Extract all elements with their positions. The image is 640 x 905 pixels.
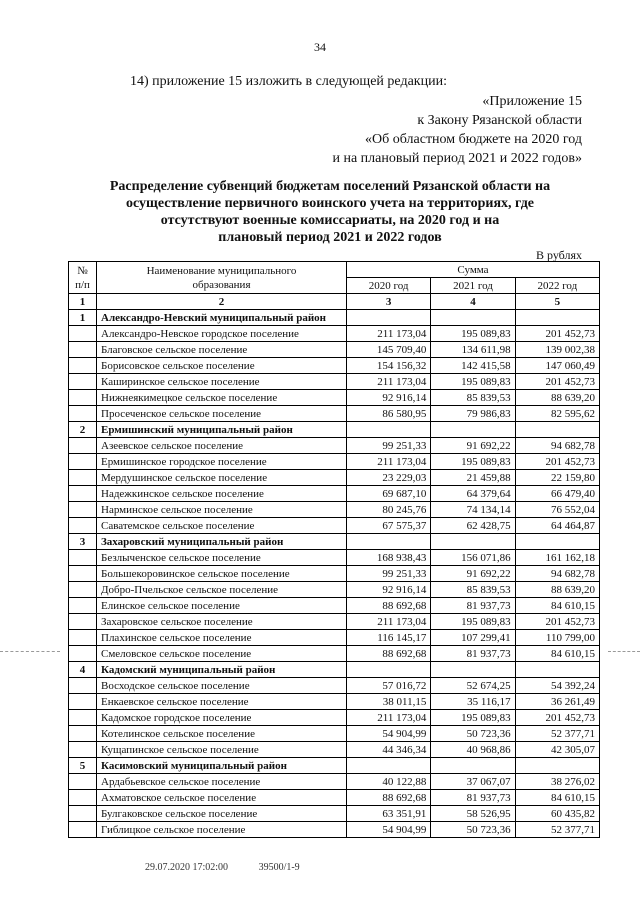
empty-cell	[69, 582, 97, 598]
district-name: Кадомский муниципальный район	[97, 662, 347, 678]
amount-2021: 50 723,36	[431, 726, 515, 742]
table-row	[69, 598, 600, 614]
table-row	[69, 678, 600, 694]
amount-2022: 60 435,82	[515, 806, 599, 822]
empty-cell	[69, 502, 97, 518]
heading-line: Распределение субвенций бюджетам поселений Рязанской области на	[109, 179, 551, 194]
table-row	[69, 646, 600, 662]
settlement-name: Плахинское сельское поселение	[97, 630, 347, 646]
amount-2020: 211 173,04	[347, 326, 431, 342]
settlement-name: Благовское сельское поселение	[97, 342, 347, 358]
page-number: 34	[314, 40, 326, 54]
amount-2020: 40 122,88	[347, 774, 431, 790]
appendix-block	[332, 92, 582, 168]
empty-cell	[69, 406, 97, 422]
settlement-name: Надежкинское сельское поселение	[97, 486, 347, 502]
appendix-line: к Закону Рязанской области	[417, 113, 582, 128]
header-year: 2021 год	[431, 278, 515, 294]
table-row	[69, 342, 600, 358]
settlement-name: Ермишинское городское поселение	[97, 454, 347, 470]
empty-cell	[69, 790, 97, 806]
amount-2022: 82 595,62	[515, 406, 599, 422]
empty-cell	[431, 422, 515, 438]
table-row	[69, 358, 600, 374]
table-row	[69, 614, 600, 630]
empty-cell	[515, 758, 599, 774]
district-row	[69, 758, 600, 774]
header-no	[69, 262, 97, 294]
amount-2020: 92 916,14	[347, 582, 431, 598]
amount-2022: 84 610,15	[515, 790, 599, 806]
column-number-cell: 2	[97, 294, 347, 310]
empty-cell	[69, 806, 97, 822]
table-row	[69, 438, 600, 454]
amount-2022: 88 639,20	[515, 390, 599, 406]
district-row	[69, 662, 600, 678]
amount-2021: 58 526,95	[431, 806, 515, 822]
amount-2021: 85 839,53	[431, 390, 515, 406]
empty-cell	[69, 390, 97, 406]
amount-2020: 154 156,32	[347, 358, 431, 374]
empty-cell	[69, 566, 97, 582]
settlement-name: Нарминское сельское поселение	[97, 502, 347, 518]
amount-2021: 35 116,17	[431, 694, 515, 710]
empty-cell	[69, 598, 97, 614]
empty-cell	[515, 534, 599, 550]
amount-2022: 22 159,80	[515, 470, 599, 486]
settlement-name: Кадомское городское поселение	[97, 710, 347, 726]
district-number: 1	[69, 310, 97, 326]
footer-doc-id: 39500/1-9	[258, 862, 300, 873]
amount-2020: 67 575,37	[347, 518, 431, 534]
district-row	[69, 534, 600, 550]
amount-2020: 80 245,76	[347, 502, 431, 518]
amount-2022: 147 060,49	[515, 358, 599, 374]
table-row	[69, 454, 600, 470]
heading-line: отсутствуют военные комиссариаты, на 2020 год и на	[160, 213, 500, 228]
amount-2021: 62 428,75	[431, 518, 515, 534]
settlement-name: Ахматовское сельское поселение	[97, 790, 347, 806]
amount-2020: 116 145,17	[347, 630, 431, 646]
settlement-name: Захаровское сельское поселение	[97, 614, 347, 630]
settlement-name: Мердушинское сельское поселение	[97, 470, 347, 486]
amount-2022: 64 464,87	[515, 518, 599, 534]
district-number: 3	[69, 534, 97, 550]
amount-2020: 44 346,34	[347, 742, 431, 758]
amount-2022: 42 305,07	[515, 742, 599, 758]
amount-2021: 52 674,25	[431, 678, 515, 694]
settlement-name: Добро-Пчельское сельское поселение	[97, 582, 347, 598]
settlement-name: Булгаковское сельское поселение	[97, 806, 347, 822]
amount-2022: 139 002,38	[515, 342, 599, 358]
amount-2021: 37 067,07	[431, 774, 515, 790]
amount-2022: 94 682,78	[515, 438, 599, 454]
amount-2021: 91 692,22	[431, 438, 515, 454]
empty-cell	[69, 358, 97, 374]
amount-2020: 211 173,04	[347, 710, 431, 726]
intro-text: 14) приложение 15 изложить в следующей редакции:	[130, 74, 447, 89]
table-row	[69, 742, 600, 758]
amount-2022: 36 261,49	[515, 694, 599, 710]
settlement-name: Елинское сельское поселение	[97, 598, 347, 614]
settlement-name: Азеевское сельское поселение	[97, 438, 347, 454]
amount-2021: 81 937,73	[431, 790, 515, 806]
amount-2022: 201 452,73	[515, 326, 599, 342]
column-number-row	[69, 294, 600, 310]
empty-cell	[347, 534, 431, 550]
amount-2021: 74 134,14	[431, 502, 515, 518]
settlement-name: Восходское сельское поселение	[97, 678, 347, 694]
amount-2022: 201 452,73	[515, 710, 599, 726]
appendix-line: «Об областном бюджете на 2020 год	[365, 132, 582, 147]
empty-cell	[515, 310, 599, 326]
subsidy-table	[68, 261, 600, 838]
header-year: 2020 год	[347, 278, 431, 294]
header-year: 2022 год	[515, 278, 599, 294]
amount-2021: 156 071,86	[431, 550, 515, 566]
amount-2021: 50 723,36	[431, 822, 515, 838]
empty-cell	[431, 662, 515, 678]
district-number: 2	[69, 422, 97, 438]
empty-cell	[69, 630, 97, 646]
amount-2020: 63 351,91	[347, 806, 431, 822]
table-row	[69, 470, 600, 486]
settlement-name: Нижнеякимецкое сельское поселение	[97, 390, 347, 406]
column-number-cell: 1	[69, 294, 97, 310]
column-number-cell: 5	[515, 294, 599, 310]
settlement-name: Борисовское сельское поселение	[97, 358, 347, 374]
settlement-name: Котелинское сельское поселение	[97, 726, 347, 742]
amount-2022: 201 452,73	[515, 374, 599, 390]
amount-2021: 64 379,64	[431, 486, 515, 502]
amount-2021: 79 986,83	[431, 406, 515, 422]
amount-2021: 107 299,41	[431, 630, 515, 646]
district-row	[69, 310, 600, 326]
empty-cell	[69, 646, 97, 662]
empty-cell	[69, 774, 97, 790]
empty-cell	[431, 534, 515, 550]
appendix-line: и на плановый период 2021 и 2022 годов»	[332, 151, 582, 166]
amount-2021: 81 937,73	[431, 646, 515, 662]
settlement-name: Александро-Невское городское поселение	[97, 326, 347, 342]
amount-2022: 84 610,15	[515, 646, 599, 662]
amount-2022: 76 552,04	[515, 502, 599, 518]
amount-2020: 99 251,33	[347, 438, 431, 454]
amount-2022: 94 682,78	[515, 566, 599, 582]
amount-2021: 195 089,83	[431, 374, 515, 390]
table-body	[69, 294, 600, 838]
scan-artifact-line	[608, 651, 640, 652]
table-row	[69, 486, 600, 502]
empty-cell	[69, 454, 97, 470]
document-heading	[90, 178, 570, 246]
table-row	[69, 326, 600, 342]
amount-2021: 195 089,83	[431, 454, 515, 470]
empty-cell	[69, 486, 97, 502]
amount-2021: 21 459,88	[431, 470, 515, 486]
settlement-name: Енкаевское сельское поселение	[97, 694, 347, 710]
amount-2020: 211 173,04	[347, 614, 431, 630]
settlement-name: Большекоровинское сельское поселение	[97, 566, 347, 582]
empty-cell	[347, 758, 431, 774]
amount-2021: 85 839,53	[431, 582, 515, 598]
empty-cell	[69, 694, 97, 710]
district-name: Александро-Невский муниципальный район	[97, 310, 347, 326]
empty-cell	[69, 822, 97, 838]
amount-2020: 211 173,04	[347, 374, 431, 390]
header-name	[97, 262, 347, 294]
empty-cell	[69, 550, 97, 566]
empty-cell	[69, 438, 97, 454]
amount-2020: 168 938,43	[347, 550, 431, 566]
table-row	[69, 806, 600, 822]
amount-2020: 88 692,68	[347, 598, 431, 614]
amount-2021: 195 089,83	[431, 326, 515, 342]
settlement-name: Гиблицкое сельское поселение	[97, 822, 347, 838]
header-no-line: п/п	[75, 278, 90, 291]
column-number-cell: 3	[347, 294, 431, 310]
empty-cell	[69, 342, 97, 358]
table-row	[69, 630, 600, 646]
table-row	[69, 550, 600, 566]
table-row	[69, 406, 600, 422]
footer	[145, 862, 328, 873]
district-name: Захаровский муниципальный район	[97, 534, 347, 550]
amount-2020: 69 687,10	[347, 486, 431, 502]
table-row	[69, 374, 600, 390]
settlement-name: Кущапинское сельское поселение	[97, 742, 347, 758]
amount-2020: 145 709,40	[347, 342, 431, 358]
district-row	[69, 422, 600, 438]
district-number: 4	[69, 662, 97, 678]
amount-2022: 201 452,73	[515, 454, 599, 470]
amount-2020: 211 173,04	[347, 454, 431, 470]
settlement-name: Безлыченское сельское поселение	[97, 550, 347, 566]
settlement-name: Каширинское сельское поселение	[97, 374, 347, 390]
amount-2020: 99 251,33	[347, 566, 431, 582]
table-row	[69, 518, 600, 534]
settlement-name: Просеченское сельское поселение	[97, 406, 347, 422]
empty-cell	[69, 374, 97, 390]
amount-2020: 23 229,03	[347, 470, 431, 486]
table-row	[69, 582, 600, 598]
empty-cell	[69, 614, 97, 630]
amount-2022: 38 276,02	[515, 774, 599, 790]
amount-2022: 201 452,73	[515, 614, 599, 630]
empty-cell	[69, 326, 97, 342]
amount-2021: 134 611,98	[431, 342, 515, 358]
amount-2021: 142 415,58	[431, 358, 515, 374]
empty-cell	[347, 662, 431, 678]
empty-cell	[431, 758, 515, 774]
empty-cell	[69, 470, 97, 486]
header-name-line: образования	[192, 278, 251, 291]
heading-line: плановый период 2021 и 2022 годов	[218, 230, 442, 245]
column-number-cell: 4	[431, 294, 515, 310]
district-name: Ермишинский муниципальный район	[97, 422, 347, 438]
footer-timestamp: 29.07.2020 17:02:00	[145, 862, 229, 873]
table-row	[69, 710, 600, 726]
table-row	[69, 390, 600, 406]
amount-2021: 195 089,83	[431, 614, 515, 630]
amount-2022: 88 639,20	[515, 582, 599, 598]
settlement-name: Ардабьевское сельское поселение	[97, 774, 347, 790]
amount-2020: 88 692,68	[347, 646, 431, 662]
table-row	[69, 822, 600, 838]
table-row	[69, 566, 600, 582]
table-header-row	[69, 262, 600, 278]
scan-artifact-line	[0, 651, 60, 652]
amount-2022: 161 162,18	[515, 550, 599, 566]
amount-2021: 91 692,22	[431, 566, 515, 582]
amount-2022: 52 377,71	[515, 822, 599, 838]
amount-2022: 52 377,71	[515, 726, 599, 742]
amount-2022: 110 799,00	[515, 630, 599, 646]
amount-2020: 54 904,99	[347, 822, 431, 838]
empty-cell	[69, 518, 97, 534]
empty-cell	[431, 310, 515, 326]
header-name-line: Наименование муниципального	[146, 264, 297, 277]
amount-2022: 66 479,40	[515, 486, 599, 502]
district-number: 5	[69, 758, 97, 774]
amount-2022: 54 392,24	[515, 678, 599, 694]
amount-2021: 40 968,86	[431, 742, 515, 758]
table-row	[69, 774, 600, 790]
amount-2021: 195 089,83	[431, 710, 515, 726]
table-row	[69, 694, 600, 710]
amount-2021: 81 937,73	[431, 598, 515, 614]
amount-2020: 88 692,68	[347, 790, 431, 806]
amount-2020: 38 011,15	[347, 694, 431, 710]
amount-2020: 86 580,95	[347, 406, 431, 422]
amount-2020: 57 016,72	[347, 678, 431, 694]
header-sum: Сумма	[347, 262, 600, 278]
header-no-line: №	[77, 264, 88, 277]
empty-cell	[347, 422, 431, 438]
appendix-line: «Приложение 15	[482, 94, 582, 109]
table-row	[69, 790, 600, 806]
amount-2020: 54 904,99	[347, 726, 431, 742]
empty-cell	[69, 742, 97, 758]
settlement-name: Саватемское сельское поселение	[97, 518, 347, 534]
empty-cell	[69, 726, 97, 742]
district-name: Касимовский муниципальный район	[97, 758, 347, 774]
table-row	[69, 502, 600, 518]
amount-2020: 92 916,14	[347, 390, 431, 406]
currency-note: В рублях	[535, 248, 582, 262]
empty-cell	[515, 662, 599, 678]
empty-cell	[69, 710, 97, 726]
empty-cell	[347, 310, 431, 326]
table-row	[69, 726, 600, 742]
heading-line: осуществление первичного воинского учета на территориях, где	[125, 196, 534, 211]
settlement-name: Смеловское сельское поселение	[97, 646, 347, 662]
amount-2022: 84 610,15	[515, 598, 599, 614]
empty-cell	[69, 678, 97, 694]
empty-cell	[515, 422, 599, 438]
